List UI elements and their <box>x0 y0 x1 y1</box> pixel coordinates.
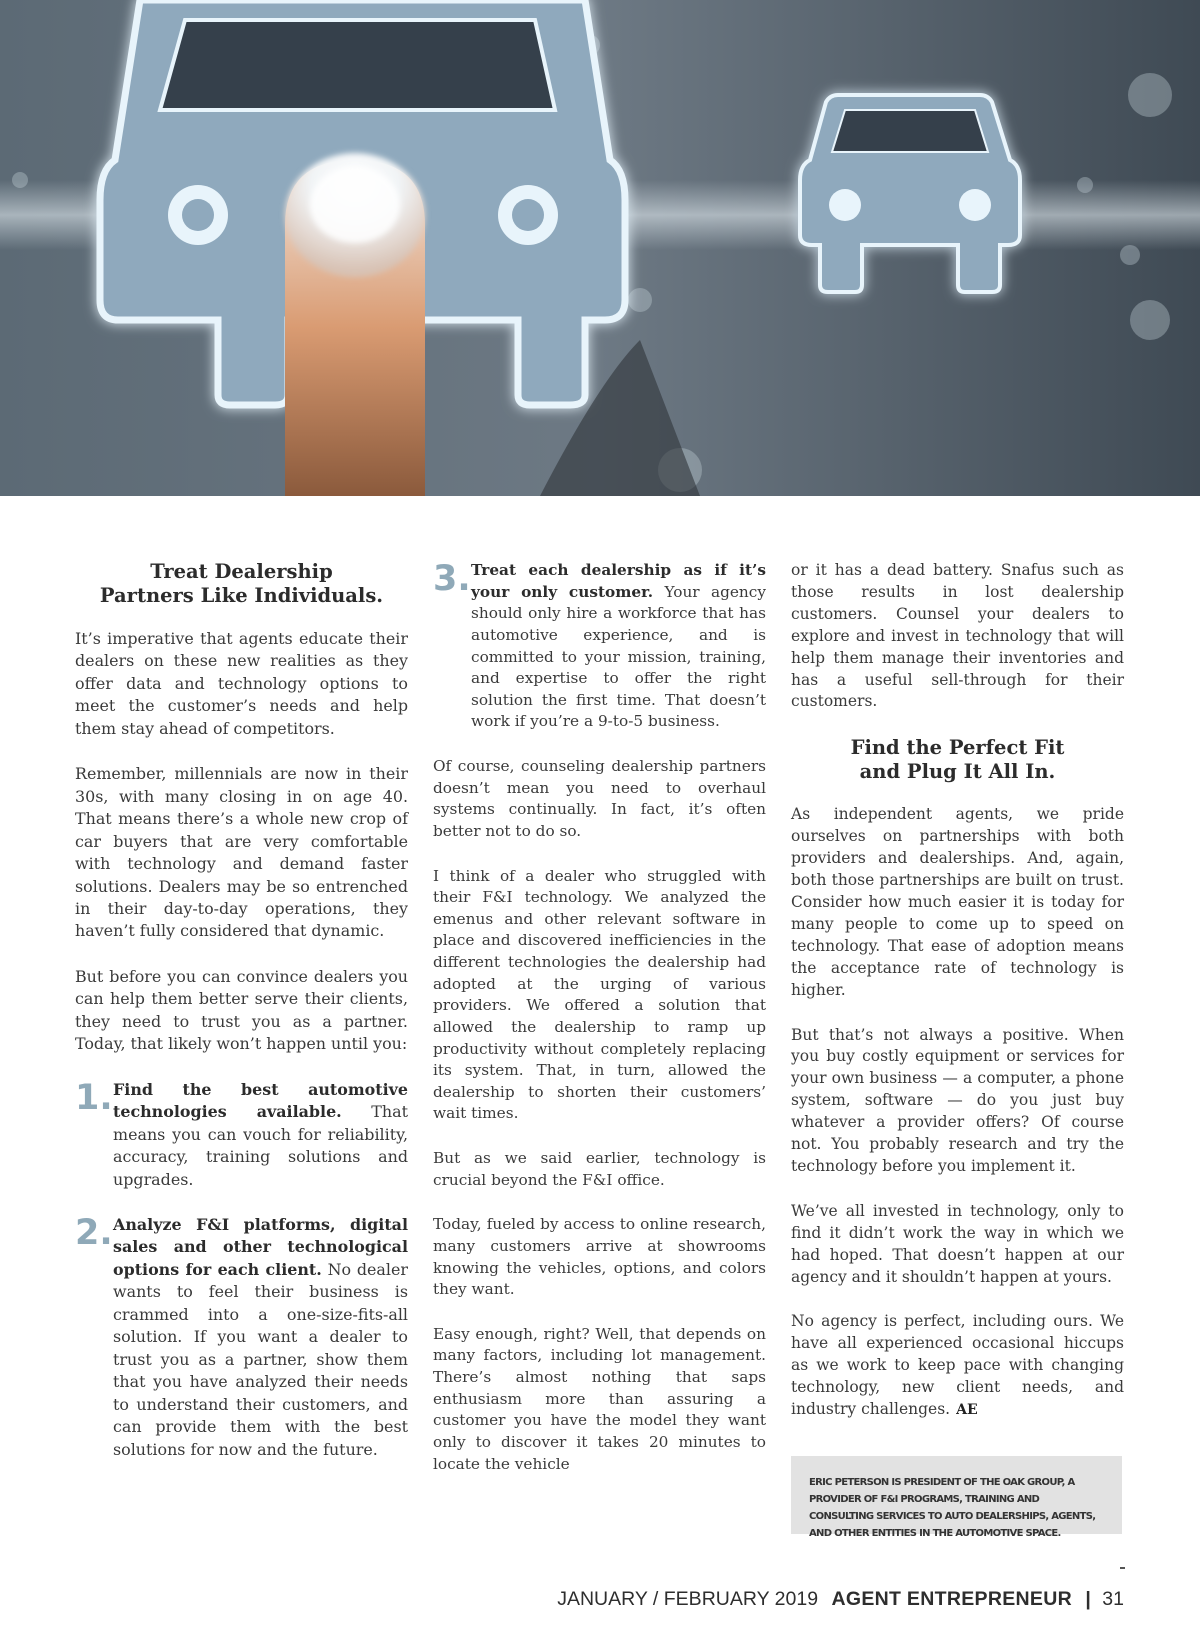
page-number: 31 <box>1102 1588 1124 1610</box>
item-lead: Analyze F&I platforms, digital sales and other technological options for each client. <box>113 1214 408 1279</box>
paragraph: We’ve all invested in technology, only to find it didn’t work the way in which we had hoped. That doesn’t happen at our agency and it shouldn’t happen at yours. <box>791 1201 1124 1286</box>
author-bio-box: ERIC PETERSON IS PRESIDENT OF THE OAK GROUP, A PROVIDER OF F&I PROGRAMS, TRAINING AND CONSULTING SERVICES TO AUTO DEALERSHIPS, AGENTS, AND OTHER ENTITIES IN THE AUTOMOTIVE SPACE. <box>791 1456 1122 1534</box>
item-number: 1. <box>75 1077 113 1118</box>
hero-image <box>0 0 1200 496</box>
numbered-item-1 <box>75 1079 408 1191</box>
issue-date: JANUARY / FEBRUARY 2019 <box>557 1588 819 1610</box>
paragraph: Remember, millennials are now in their 30s, with many closing in on age 40. That means there’s a whole new crop of car buyers that are very comfortable with technology and demand faster solutions. Dealers may be so entrenched in their day-to-day operations, they haven’t fully considered that dynamic. <box>75 764 408 941</box>
item-text: That means you can vouch for reliability, accuracy, training solutions and upgrades. <box>113 1102 408 1189</box>
paragraph: Of course, counseling dealership partners doesn’t mean you need to overhaul systems continually. In fact, it’s often better not to do so. <box>433 757 766 840</box>
column-3 <box>791 560 1124 1445</box>
item-number: 3. <box>433 559 471 599</box>
numbered-item-2 <box>75 1214 408 1461</box>
paragraph: Today, fueled by access to online research, many customers arrive at showrooms knowing the vehicles, options, and colors they want. <box>433 1215 766 1299</box>
divider <box>1120 1567 1125 1569</box>
fingertip <box>285 153 425 496</box>
paragraph: As independent agents, we pride ourselves on partnerships with both providers and dealerships. And, again, both those partnerships are built on trust. Consider how much easier it is today for many people to come up to speed on technology. That ease of adoption means the acceptance rate of technology is higher. <box>791 805 1124 999</box>
paragraph: It’s imperative that agents educate their dealers on these new realities as they offer data and technology options to meet the customer’s needs and help them stay ahead of competitors. <box>75 629 408 738</box>
numbered-item-3 <box>433 560 766 733</box>
paragraph: But as we said earlier, technology is crucial beyond the F&I office. <box>433 1149 766 1189</box>
paragraph: But that’s not always a positive. When you buy costly equipment or services for your own business — a computer, a phone system, software — do you just buy whatever a provider offers? Of course not. You probably research and try the technology before you implement it. <box>791 1025 1124 1175</box>
section-heading-treat-dealership: Treat Dealership Partners Like Individuals. <box>99 560 384 607</box>
item-number: 2. <box>75 1212 113 1253</box>
paragraph: But before you can convince dealers you can help them better serve their clients, they need to trust you as a partner. Today, that likely won’t happen until you: <box>75 966 408 1054</box>
item-lead: Treat each dealership as if it’s your only customer. <box>471 561 766 601</box>
paragraph: Easy enough, right? Well, that depends on many factors, including lot management. There’s almost nothing that saps enthusiasm more than assuring a customer you have the model they want only to discover it takes 20 minutes to locate the vehicle <box>433 1324 766 1473</box>
column-1 <box>75 560 408 1484</box>
item-lead: Find the best automotive technologies available. <box>113 1079 408 1122</box>
footer-separator: | <box>1085 1588 1091 1610</box>
end-mark: AE <box>956 1402 978 1419</box>
item-text: Your agency should only hire a workforce that has automotive experience, and is committed to your mission, training, and expertise to offer the right solution the first time. That doesn’t work if you’re a 9-to-5 business. <box>471 582 766 731</box>
paragraph: I think of a dealer who struggled with their F&I technology. We analyzed the emenus and other relevant software in place and discovered inefficiencies in the different technologies the dealership had adopted at the urging of various providers. We offered a solution that allowed the dealership to ramp up productivity without completely replacing its system. That, in turn, allowed the dealership to shorten their customers’ wait times. <box>433 866 766 1123</box>
column-2 <box>433 560 766 1498</box>
item-text: No dealer wants to feel their business is crammed into a one-size-fits-all solution. If you want a dealer to trust you as a partner, show them that you have analyzed their needs to understand their customers, and can provide them with the best solutions for now and the future. <box>113 1259 408 1459</box>
page-footer <box>557 1588 1124 1611</box>
section-heading-perfect-fit: Find the Perfect Fit and Plug It All In. <box>850 736 1065 784</box>
magazine-name: AGENT ENTREPRENEUR <box>831 1588 1072 1610</box>
paragraph: No agency is perfect, including ours. We have all experienced occasional hiccups as we work to keep pace with changing technology, new client needs, and industry challenges. AE <box>791 1312 1124 1419</box>
paragraph: or it has a dead battery. Snafus such as those results in lost dealership customers. Counsel your dealers to explore and invest in technology that will help them manage their inventories and has a useful sell-through for their customers. <box>791 561 1124 711</box>
